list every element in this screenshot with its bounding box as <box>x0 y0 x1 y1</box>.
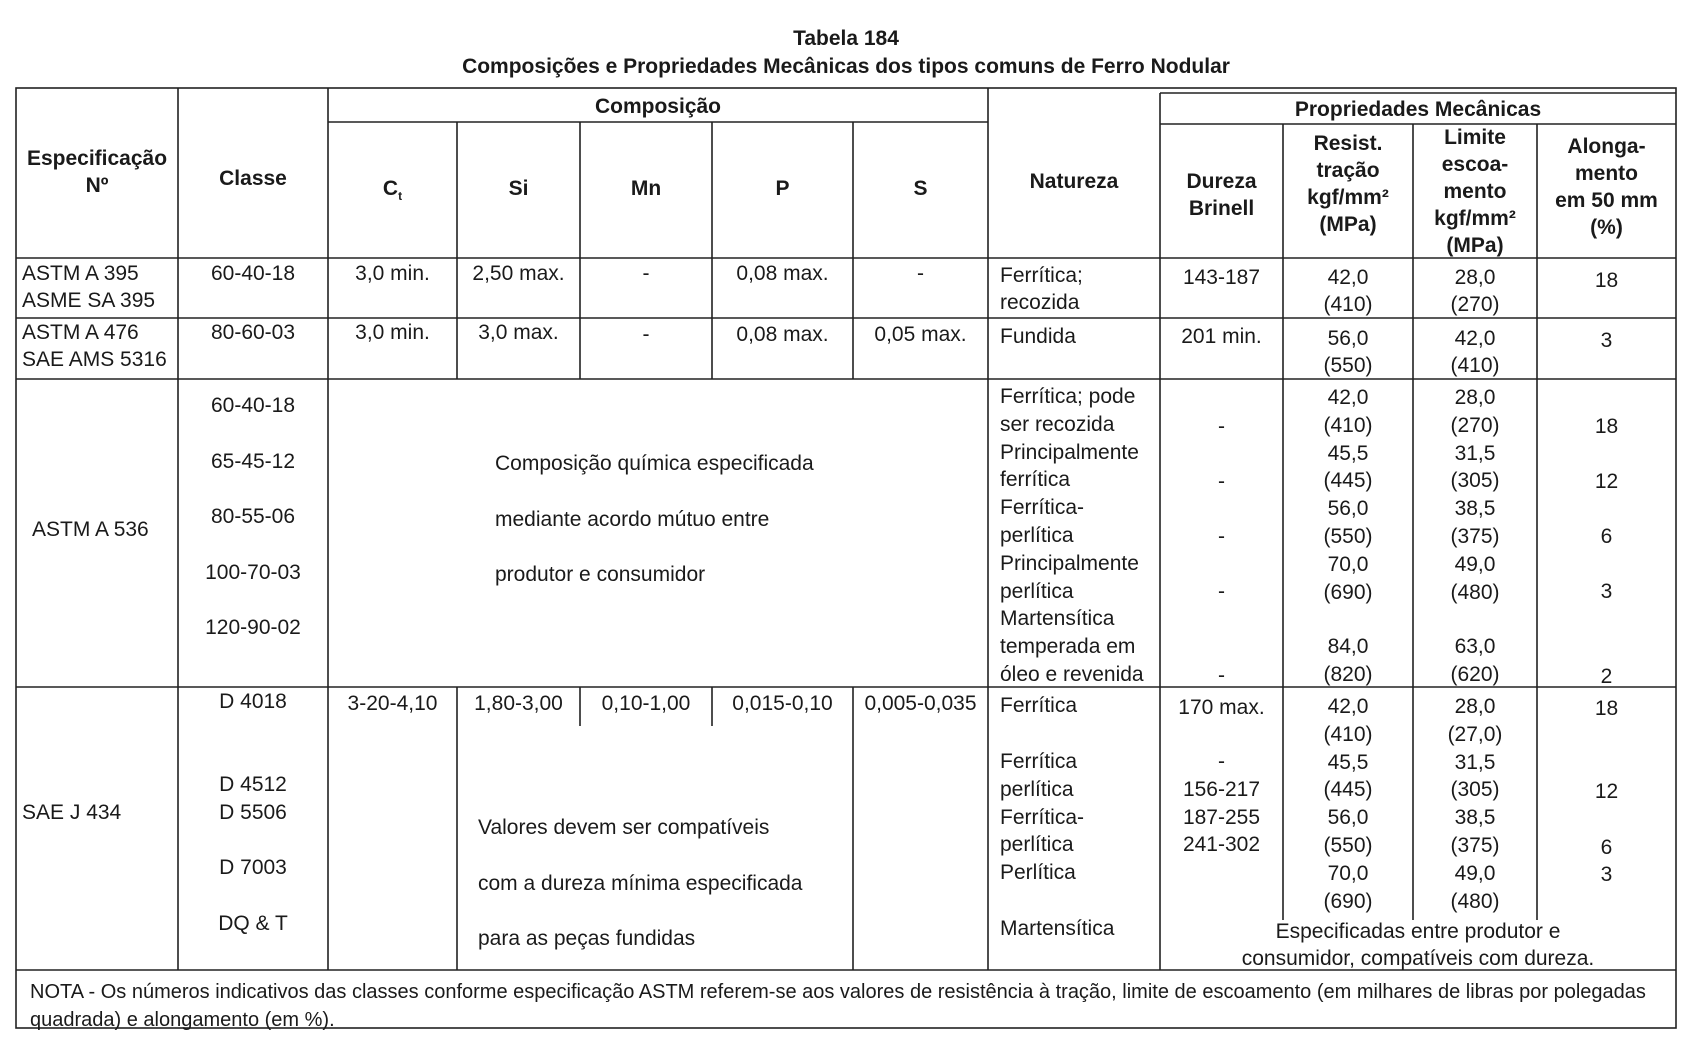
row3-limite-line9: 63,0 <box>1454 635 1496 658</box>
row3-natureza-line1: Ferrítica; pode <box>1000 385 1136 408</box>
row4-composicao <box>478 800 803 967</box>
row3-alonga-5: 2 <box>1600 665 1613 688</box>
row1-spec-line2: ASME SA 395 <box>22 289 156 312</box>
row4-classe-2: D 4512 <box>219 773 287 796</box>
row3-composicao <box>495 436 814 603</box>
row1-resist-line2: (410) <box>1323 293 1373 316</box>
row2-s: 0,05 max. <box>874 323 967 346</box>
row3-composicao-line3: produtor e consumidor <box>495 563 706 586</box>
row4-si: 1,80-3,00 <box>474 692 563 715</box>
row4-composicao-line2: com a dureza mínima especificada <box>478 871 803 895</box>
row3-resist-line3: 45,5 <box>1327 441 1369 465</box>
header-mn: Mn <box>630 177 662 200</box>
row3-dureza-1: - <box>1218 415 1225 438</box>
table-note: NOTA - Os números indicativos das classes conforme especificação ASTM referem-se aos valores de resistência à tração, limite de escoamento (em milhares de libras por polegadas quadrada) e alongamento (em %). <box>30 981 1646 1031</box>
row3-dureza-3: - <box>1218 525 1225 548</box>
row3-resist-line1: 42,0 <box>1327 386 1369 409</box>
row1-natureza-line2: recozida <box>1000 291 1080 314</box>
row3-classe-3: 80-55-06 <box>210 505 296 528</box>
row2-resist-line1: 56,0 <box>1327 327 1369 350</box>
row3-limite-line6: (375) <box>1450 524 1500 548</box>
row3-limite-line4: (305) <box>1450 469 1500 493</box>
header-ct-subscript: t <box>398 189 403 204</box>
table-number: Tabela 184 <box>793 27 899 50</box>
row3-alonga-4: 3 <box>1600 580 1613 603</box>
row4-dureza <box>1160 748 1283 859</box>
row3-alonga-2: 12 <box>1594 470 1619 493</box>
row4-especificadas <box>1160 918 1676 972</box>
header-limite-line1: Limite <box>1444 126 1506 149</box>
header-limite <box>1413 124 1537 259</box>
row3-resist-line10: (820) <box>1323 662 1373 686</box>
row4-natureza-line5: perlítica <box>1000 833 1074 857</box>
row4-composicao-line3: para as peças fundidas <box>478 927 696 950</box>
header-limite-line4: kgf/mm² <box>1434 207 1516 230</box>
row4-p: 0,015-0,10 <box>732 692 833 715</box>
row4-natureza-line2: Ferrítica <box>1000 750 1078 773</box>
row4-resist-line1: 42,0 <box>1327 695 1369 718</box>
row3-natureza-line5: Ferrítica- <box>1000 496 1084 520</box>
header-dureza-line2: Brinell <box>1188 197 1255 220</box>
row3-resist-line5: 56,0 <box>1327 497 1369 521</box>
row1-ct: 3,0 min. <box>355 262 430 285</box>
row3-dureza-5: - <box>1218 664 1225 687</box>
row3-natureza-line2: ser recozida <box>1000 412 1115 436</box>
row1-natureza-line1: Ferrítica; <box>1000 264 1083 287</box>
row3-resist-line9: 84,0 <box>1327 635 1369 658</box>
row1-limite-line1: 28,0 <box>1454 266 1496 289</box>
row3-spec: ASTM A 536 <box>32 518 149 541</box>
row4-natureza-7: Martensítica <box>1000 917 1115 940</box>
header-classe: Classe <box>219 167 287 190</box>
table-title: Composições e Propriedades Mecânicas dos tipos comuns de Ferro Nodular <box>462 55 1230 78</box>
row4-mn: 0,10-1,00 <box>601 692 691 715</box>
row4-alonga-2: 12 <box>1594 780 1619 803</box>
header-propriedades: Propriedades Mecânicas <box>1294 98 1542 121</box>
row2-resist <box>1283 325 1413 379</box>
row3-limite <box>1413 384 1537 606</box>
row2-limite-line1: 42,0 <box>1454 327 1496 350</box>
row3-dureza-2: - <box>1218 470 1225 493</box>
header-alonga <box>1537 133 1676 241</box>
row4-limite-line8: (480) <box>1450 889 1500 913</box>
row3-classe-1: 60-40-18 <box>210 394 296 417</box>
header-limite-line3: mento <box>1443 180 1507 203</box>
header-limite-line5: (MPa) <box>1446 234 1504 257</box>
row3-natureza-line9: Martensítica <box>1000 607 1115 631</box>
row2-spec-line1: ASTM A 476 <box>22 321 139 344</box>
header-resist-line3: kgf/mm² <box>1307 186 1389 209</box>
row4-resist-line2: (410) <box>1323 722 1373 746</box>
row3-natureza-line11: óleo e revenida <box>1000 662 1144 686</box>
row3-limite-line10: (620) <box>1450 662 1500 686</box>
row4-limite-line7: 49,0 <box>1454 861 1496 885</box>
row4-s: 0,005-0,035 <box>864 692 977 715</box>
header-dureza <box>1160 168 1283 222</box>
header-alonga-line4: (%) <box>1590 216 1623 239</box>
header-s: S <box>913 177 928 200</box>
row3-classes <box>178 378 328 656</box>
row2-alonga: 3 <box>1600 329 1613 352</box>
row1-classe: 60-40-18 <box>210 262 296 285</box>
row4-natureza-line4: Ferrítica- <box>1000 805 1084 829</box>
row1-mn: - <box>642 262 650 285</box>
header-resist-line2: tração <box>1316 159 1380 182</box>
row3-resist-martensitica <box>1283 633 1413 689</box>
header-alonga-line3: em 50 mm <box>1555 189 1658 212</box>
row3-limite-line7: 49,0 <box>1454 552 1496 576</box>
row4-alonga-1: 18 <box>1594 697 1619 720</box>
row4-classe-5: DQ & T <box>218 912 288 935</box>
header-alonga-line2: mento <box>1575 162 1638 185</box>
row4-classe-3: D 5506 <box>219 801 287 824</box>
row1-p: 0,08 max. <box>736 262 829 285</box>
row3-natureza-line7: Principalmente <box>1000 551 1139 575</box>
row3-dureza-4: - <box>1218 580 1225 603</box>
row4-composicao-line1: Valores devem ser compatíveis <box>478 816 770 839</box>
row2-spec <box>22 319 167 373</box>
row1-spec-line1: ASTM A 395 <box>22 262 139 285</box>
header-resist-line1: Resist. <box>1313 132 1383 155</box>
row4-natureza <box>1000 748 1084 887</box>
row1-spec <box>22 260 155 314</box>
row1-resist-line1: 42,0 <box>1327 266 1369 289</box>
row4-dureza-2: - <box>1218 750 1225 773</box>
row4-especificadas-line2: consumidor, compatíveis com dureza. <box>1241 947 1595 970</box>
row1-limite-line2: (270) <box>1450 293 1500 316</box>
row2-si: 3,0 max. <box>478 321 559 344</box>
row1-dureza: 143-187 <box>1182 266 1261 289</box>
header-si: Si <box>508 177 529 200</box>
header-alonga-line1: Alonga- <box>1567 135 1646 158</box>
row3-classe-5: 120-90-02 <box>205 616 301 639</box>
header-p: P <box>775 177 790 200</box>
row4-limite-line6: (375) <box>1450 833 1500 857</box>
row4-dureza-3: 156-217 <box>1182 777 1261 801</box>
row2-limite <box>1413 325 1537 379</box>
header-limite-line2: escoa- <box>1441 153 1509 176</box>
row3-limite-line3: 31,5 <box>1454 441 1496 465</box>
row3-limite-martensitica <box>1413 633 1537 689</box>
header-especificacao-line2: Nº <box>85 174 109 197</box>
row1-alonga: 18 <box>1594 269 1619 292</box>
row1-resist <box>1283 264 1413 318</box>
row3-resist-line6: (550) <box>1323 524 1373 548</box>
row3-natureza-line8: perlítica <box>1000 579 1074 603</box>
row4-resist-line5: 56,0 <box>1327 806 1369 830</box>
row4-resist-line4: (445) <box>1323 778 1373 802</box>
row4-limite-line5: 38,5 <box>1454 806 1496 830</box>
row3-classe-4: 100-70-03 <box>205 560 301 584</box>
row3-resist-line4: (445) <box>1323 469 1373 493</box>
row4-resist-line3: 45,5 <box>1327 750 1369 774</box>
row4-dureza-4: 187-255 <box>1182 805 1261 829</box>
header-resist <box>1283 130 1413 238</box>
header-ct-label: C <box>382 177 399 200</box>
header-natureza: Natureza <box>1029 170 1119 193</box>
row3-alonga-1: 18 <box>1594 415 1619 438</box>
row2-mn: - <box>642 323 650 346</box>
row3-resist-line8: (690) <box>1323 580 1373 604</box>
row1-si: 2,50 max. <box>472 262 565 285</box>
row3-limite-line1: 28,0 <box>1454 386 1496 409</box>
row2-spec-line2: SAE AMS 5316 <box>22 348 167 371</box>
row1-s: - <box>917 262 924 285</box>
row3-natureza-line3: Principalmente <box>1000 440 1139 464</box>
row4-classe-1: D 4018 <box>219 690 287 713</box>
row3-composicao-line2: mediante acordo mútuo entre <box>495 507 770 531</box>
row4-classe-4: D 7003 <box>219 856 287 879</box>
row4-limite-line4: (305) <box>1450 778 1500 802</box>
row4-alonga-3: 6 <box>1600 836 1613 859</box>
row2-dureza: 201 min. <box>1181 325 1262 348</box>
row4-limite-line2: (27,0) <box>1447 722 1503 746</box>
row2-resist-line2: (550) <box>1323 354 1373 377</box>
row4-resist-line8: (690) <box>1323 889 1373 913</box>
row3-natureza-line10: temperada em <box>1000 635 1136 659</box>
header-composicao: Composição <box>594 95 722 118</box>
row4-resist <box>1283 693 1413 915</box>
row3-limite-line5: 38,5 <box>1454 497 1496 521</box>
row4-limite-line3: 31,5 <box>1454 750 1496 774</box>
row4-natureza-line3: perlítica <box>1000 777 1074 801</box>
row4-spec: SAE J 434 <box>22 801 122 824</box>
row3-natureza-line4: ferrítica <box>1000 468 1071 492</box>
header-especificacao <box>16 145 178 199</box>
header-dureza-line1: Dureza <box>1186 170 1257 193</box>
row3-natureza-line6: perlítica <box>1000 523 1074 547</box>
row3-limite-line2: (270) <box>1450 413 1500 437</box>
header-resist-line4: (MPa) <box>1319 213 1377 236</box>
row4-alonga-4: 3 <box>1600 863 1613 886</box>
row4-resist-line7: 70,0 <box>1327 861 1369 885</box>
row2-ct: 3,0 min. <box>355 321 430 344</box>
row4-natureza-line6: Perlítica <box>1000 861 1076 885</box>
row2-p: 0,08 max. <box>736 323 829 346</box>
row3-classe-2: 65-45-12 <box>210 449 296 473</box>
row1-natureza <box>1000 262 1083 316</box>
row4-natureza-1: Ferrítica <box>1000 694 1078 717</box>
row4-limite-line1: 28,0 <box>1454 695 1496 718</box>
row3-resist-line7: 70,0 <box>1327 552 1369 576</box>
row4-limite <box>1413 693 1537 915</box>
row1-limite <box>1413 264 1537 318</box>
header-especificacao-line1: Especificação <box>26 147 168 170</box>
header-ct <box>328 175 457 210</box>
row2-classe: 80-60-03 <box>210 321 296 344</box>
row4-ct: 3-20-4,10 <box>347 692 438 715</box>
row4-especificadas-line1: Especificadas entre produtor e <box>1275 920 1561 943</box>
row4-dureza-5: 241-302 <box>1182 833 1261 857</box>
row4-dureza-1: 170 max. <box>1178 696 1265 719</box>
row2-limite-line2: (410) <box>1450 354 1500 377</box>
row2-natureza: Fundida <box>1000 325 1076 348</box>
row4-resist-line6: (550) <box>1323 833 1373 857</box>
row3-alonga-3: 6 <box>1600 525 1613 548</box>
row3-resist <box>1283 384 1413 606</box>
row3-composicao-line1: Composição química especificada <box>495 452 814 475</box>
row3-resist-line2: (410) <box>1323 413 1373 437</box>
row3-limite-line8: (480) <box>1450 580 1500 604</box>
row3-natureza <box>1000 383 1144 689</box>
